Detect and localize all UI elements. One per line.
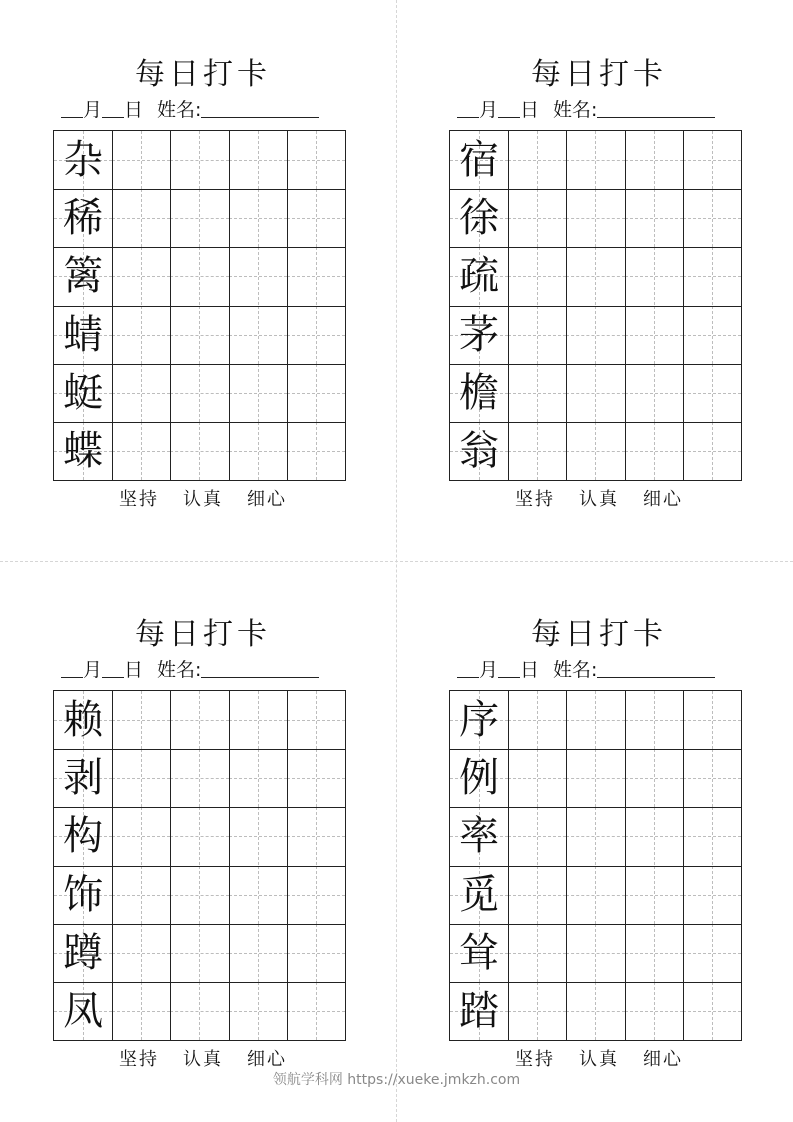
practice-cell[interactable] (287, 807, 345, 865)
model-character: 疏 (459, 253, 500, 300)
model-character: 蹲 (63, 929, 104, 976)
model-character: 觅 (459, 871, 500, 918)
model-character-cell (54, 691, 112, 749)
practice-cell[interactable] (287, 364, 345, 422)
name-label: 姓名: (553, 99, 598, 121)
practice-cell[interactable] (508, 807, 566, 865)
date-name-line (457, 657, 715, 683)
practice-cell[interactable] (112, 866, 170, 924)
practice-cell[interactable] (566, 807, 624, 865)
month-blank[interactable] (61, 99, 83, 118)
practice-cell[interactable] (683, 364, 741, 422)
model-character-cell (54, 189, 112, 247)
model-character: 饰 (63, 871, 104, 918)
practice-cell[interactable] (625, 982, 683, 1040)
practice-cell[interactable] (170, 866, 228, 924)
name-blank[interactable] (597, 659, 715, 678)
practice-cell[interactable] (112, 189, 170, 247)
model-character: 茅 (459, 311, 500, 358)
model-character: 赖 (63, 697, 104, 743)
name-blank[interactable] (201, 659, 319, 678)
practice-cell[interactable] (229, 306, 287, 364)
motto-word: 认真 (579, 489, 619, 510)
motto-word: 细心 (643, 489, 683, 510)
practice-cell[interactable] (112, 131, 170, 189)
practice-cell[interactable] (625, 691, 683, 749)
practice-cell[interactable] (625, 131, 683, 189)
month-blank[interactable] (457, 659, 479, 678)
model-character-cell (450, 189, 508, 247)
practice-cell[interactable] (287, 306, 345, 364)
practice-cell[interactable] (170, 982, 228, 1040)
day-blank[interactable] (102, 659, 124, 678)
model-character-cell (54, 866, 112, 924)
practice-cell[interactable] (566, 306, 624, 364)
practice-cell[interactable] (170, 306, 228, 364)
model-character: 蜓 (63, 369, 104, 416)
practice-cell[interactable] (287, 982, 345, 1040)
practice-cell[interactable] (508, 749, 566, 807)
practice-cell[interactable] (287, 749, 345, 807)
practice-card (449, 615, 749, 1070)
practice-cell[interactable] (508, 131, 566, 189)
practice-cell[interactable] (683, 924, 741, 982)
practice-cell[interactable] (229, 807, 287, 865)
writing-grid (449, 690, 742, 1041)
motto-word: 细心 (247, 489, 287, 510)
model-character: 例 (459, 755, 500, 802)
model-character-cell (54, 422, 112, 480)
practice-card (53, 615, 353, 1070)
model-character-cell (54, 749, 112, 807)
month-blank[interactable] (61, 659, 83, 678)
model-character: 耸 (459, 929, 500, 976)
practice-cell[interactable] (170, 364, 228, 422)
practice-cell[interactable] (683, 807, 741, 865)
practice-cell[interactable] (508, 924, 566, 982)
footer-watermark: 领航学科网 https://xueke.jmkzh.com (272, 1072, 521, 1088)
writing-grid (449, 130, 742, 481)
practice-cell[interactable] (508, 364, 566, 422)
motto-word: 坚持 (119, 489, 159, 510)
practice-cell[interactable] (566, 247, 624, 305)
month-label: 月 (83, 659, 103, 681)
practice-cell[interactable] (229, 131, 287, 189)
practice-cell[interactable] (683, 131, 741, 189)
name-blank[interactable] (201, 99, 319, 118)
practice-cell[interactable] (287, 691, 345, 749)
day-blank[interactable] (498, 659, 520, 678)
card-title: 每日打卡 (135, 57, 271, 92)
month-label: 月 (479, 659, 499, 681)
practice-cell[interactable] (625, 749, 683, 807)
motto-line (449, 488, 749, 512)
practice-cell[interactable] (112, 807, 170, 865)
practice-cell[interactable] (683, 982, 741, 1040)
motto-word: 坚持 (515, 489, 555, 510)
practice-cell[interactable] (112, 364, 170, 422)
card-title: 每日打卡 (531, 57, 667, 92)
practice-cell[interactable] (229, 924, 287, 982)
date-name-line (61, 657, 319, 683)
practice-cell[interactable] (112, 306, 170, 364)
model-character: 踏 (459, 987, 500, 1034)
model-character-cell (450, 691, 508, 749)
practice-cell[interactable] (112, 247, 170, 305)
practice-cell[interactable] (508, 189, 566, 247)
day-blank[interactable] (102, 99, 124, 118)
writing-grid (53, 690, 346, 1041)
model-character: 篱 (63, 253, 104, 300)
writing-grid (53, 130, 346, 481)
model-character-cell (450, 364, 508, 422)
practice-cell[interactable] (683, 691, 741, 749)
date-name-line (61, 97, 319, 123)
practice-cell[interactable] (508, 691, 566, 749)
model-character-cell (450, 982, 508, 1040)
motto-word: 认真 (183, 489, 223, 510)
practice-card (53, 55, 353, 510)
model-character-cell (450, 131, 508, 189)
model-character-cell (54, 364, 112, 422)
model-character-cell (450, 422, 508, 480)
practice-cell[interactable] (625, 924, 683, 982)
practice-cell[interactable] (683, 247, 741, 305)
practice-cell[interactable] (229, 749, 287, 807)
practice-cell[interactable] (112, 422, 170, 480)
practice-cell[interactable] (229, 364, 287, 422)
model-character-cell (54, 982, 112, 1040)
practice-cell[interactable] (229, 422, 287, 480)
practice-cell[interactable] (229, 691, 287, 749)
model-character: 宿 (459, 137, 500, 183)
practice-cell[interactable] (625, 247, 683, 305)
model-character: 翁 (459, 427, 500, 474)
practice-cell[interactable] (112, 982, 170, 1040)
month-label: 月 (83, 99, 103, 121)
practice-cell[interactable] (229, 866, 287, 924)
motto-word: 细心 (247, 1049, 287, 1070)
name-blank[interactable] (597, 99, 715, 118)
practice-cell[interactable] (112, 924, 170, 982)
practice-cell[interactable] (683, 422, 741, 480)
motto-word: 认真 (579, 1049, 619, 1070)
model-character: 杂 (63, 137, 104, 183)
name-label: 姓名: (157, 99, 202, 121)
model-character-cell (450, 306, 508, 364)
day-label: 日 (520, 99, 540, 121)
practice-cell[interactable] (566, 866, 624, 924)
practice-cell[interactable] (566, 189, 624, 247)
card-title: 每日打卡 (531, 617, 667, 652)
model-character: 蜻 (63, 311, 104, 358)
month-label: 月 (479, 99, 499, 121)
name-label: 姓名: (553, 659, 598, 681)
practice-cell[interactable] (112, 749, 170, 807)
day-label: 日 (124, 99, 144, 121)
model-character-cell (450, 924, 508, 982)
model-character-cell (54, 131, 112, 189)
practice-cell[interactable] (625, 189, 683, 247)
model-character-cell (54, 247, 112, 305)
model-character: 徐 (459, 195, 500, 242)
practice-cell[interactable] (683, 189, 741, 247)
practice-cell[interactable] (287, 131, 345, 189)
date-name-line (457, 97, 715, 123)
practice-cell[interactable] (566, 364, 624, 422)
practice-cell[interactable] (229, 247, 287, 305)
motto-word: 认真 (183, 1049, 223, 1070)
model-character-cell (54, 306, 112, 364)
motto-line (449, 1048, 749, 1072)
model-character: 剥 (63, 755, 104, 802)
motto-word: 坚持 (119, 1049, 159, 1070)
model-character: 凤 (63, 987, 104, 1034)
card-title: 每日打卡 (135, 617, 271, 652)
practice-cell[interactable] (170, 422, 228, 480)
name-label: 姓名: (157, 659, 202, 681)
model-character-cell (450, 807, 508, 865)
month-blank[interactable] (457, 99, 479, 118)
day-label: 日 (124, 659, 144, 681)
model-character-cell (54, 924, 112, 982)
model-character: 构 (63, 813, 104, 860)
practice-cell[interactable] (508, 982, 566, 1040)
practice-cell[interactable] (508, 866, 566, 924)
model-character: 稀 (63, 195, 104, 242)
fold-line-horizontal (0, 561, 793, 562)
practice-cell[interactable] (683, 749, 741, 807)
day-label: 日 (520, 659, 540, 681)
practice-cell[interactable] (508, 422, 566, 480)
practice-cell[interactable] (170, 807, 228, 865)
practice-cell[interactable] (566, 422, 624, 480)
practice-cell[interactable] (625, 364, 683, 422)
practice-cell[interactable] (170, 749, 228, 807)
practice-cell[interactable] (508, 247, 566, 305)
practice-cell[interactable] (170, 691, 228, 749)
practice-cell[interactable] (112, 691, 170, 749)
practice-cell[interactable] (287, 247, 345, 305)
practice-card (449, 55, 749, 510)
practice-cell[interactable] (683, 866, 741, 924)
practice-cell[interactable] (287, 189, 345, 247)
model-character: 蝶 (63, 427, 104, 474)
practice-cell[interactable] (508, 306, 566, 364)
practice-cell[interactable] (625, 866, 683, 924)
motto-line (53, 488, 353, 512)
practice-cell[interactable] (170, 247, 228, 305)
motto-line (53, 1048, 353, 1072)
practice-cell[interactable] (566, 924, 624, 982)
model-character-cell (450, 866, 508, 924)
model-character: 率 (459, 813, 500, 860)
practice-cell[interactable] (566, 982, 624, 1040)
practice-cell[interactable] (625, 306, 683, 364)
model-character: 檐 (459, 369, 500, 416)
practice-cell[interactable] (170, 189, 228, 247)
practice-cell[interactable] (229, 982, 287, 1040)
practice-cell[interactable] (287, 866, 345, 924)
practice-cell[interactable] (566, 131, 624, 189)
practice-cell[interactable] (625, 422, 683, 480)
practice-cell[interactable] (287, 924, 345, 982)
motto-word: 坚持 (515, 1049, 555, 1070)
practice-cell[interactable] (287, 422, 345, 480)
practice-cell[interactable] (683, 306, 741, 364)
practice-cell[interactable] (625, 807, 683, 865)
practice-cell[interactable] (170, 924, 228, 982)
model-character-cell (54, 807, 112, 865)
motto-word: 细心 (643, 1049, 683, 1070)
practice-cell[interactable] (566, 749, 624, 807)
practice-cell[interactable] (170, 131, 228, 189)
practice-cell[interactable] (566, 691, 624, 749)
day-blank[interactable] (498, 99, 520, 118)
practice-cell[interactable] (229, 189, 287, 247)
model-character-cell (450, 247, 508, 305)
model-character: 序 (459, 697, 500, 743)
model-character-cell (450, 749, 508, 807)
